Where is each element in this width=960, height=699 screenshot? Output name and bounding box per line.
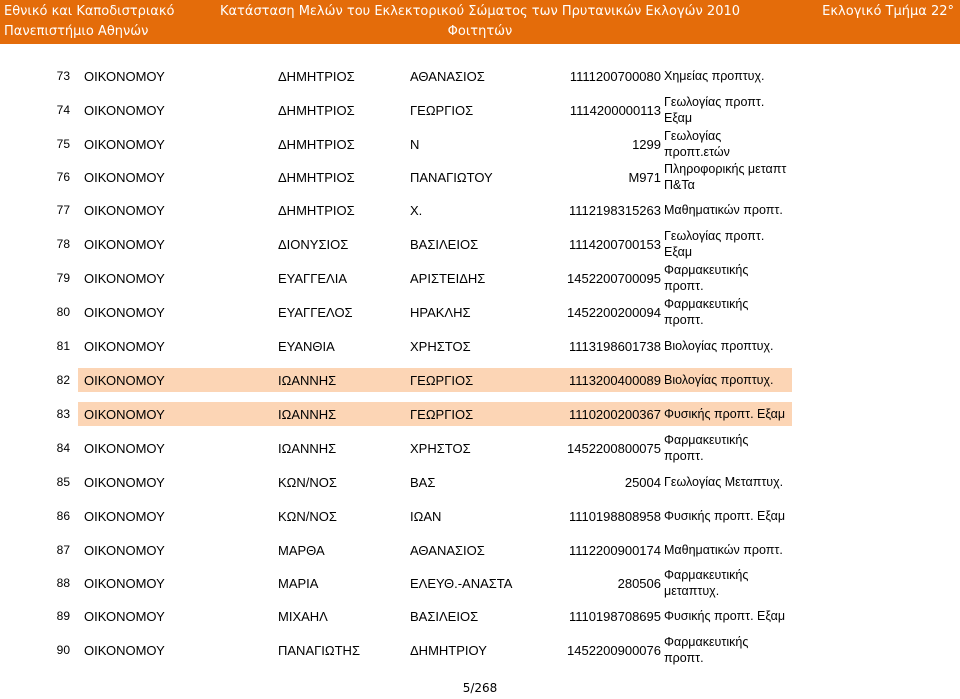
surname-cell: ΟΙΚΟΝΟΜΟΥ bbox=[84, 137, 165, 152]
row-number: 87 bbox=[56, 543, 70, 557]
student-id-cell: 1114200000113 bbox=[569, 103, 661, 118]
row-number: 83 bbox=[56, 407, 70, 421]
department-cell: προπτ. bbox=[664, 313, 704, 327]
table-row bbox=[0, 398, 960, 430]
first-name-cell: ΔΙΟΝΥΣΙΟΣ bbox=[278, 237, 349, 252]
row-number: 88 bbox=[56, 576, 70, 590]
student-id-cell: 1113198601738 bbox=[568, 339, 661, 354]
title-line-1: Κατάσταση Μελών του Εκλεκτορικού Σώματος των Πρυτανικών Εκλογών 2010 bbox=[219, 4, 741, 19]
table-row bbox=[0, 194, 960, 226]
row-number: 81 bbox=[56, 339, 70, 353]
father-name-cell: ΓΕΩΡΓΙΟΣ bbox=[410, 373, 474, 388]
table-row bbox=[0, 94, 960, 126]
table-row bbox=[0, 296, 960, 328]
table-row bbox=[0, 228, 960, 260]
table-row bbox=[0, 500, 960, 532]
table-row bbox=[0, 534, 960, 566]
page-number: 5/268 bbox=[462, 681, 498, 695]
row-number: 79 bbox=[56, 271, 70, 285]
department-cell: Βιολογίας προπτυχ. bbox=[664, 373, 774, 387]
student-id-cell: 1452200800075 bbox=[567, 441, 661, 456]
table-row bbox=[0, 600, 960, 632]
father-name-cell: ΓΕΩΡΓΙΟΣ bbox=[410, 407, 474, 422]
department-cell: Εξαμ bbox=[664, 111, 693, 125]
row-number: 76 bbox=[56, 170, 70, 184]
department-cell: προπτ. bbox=[664, 279, 704, 293]
surname-cell: ΟΙΚΟΝΟΜΟΥ bbox=[84, 69, 165, 84]
department-cell: Γεωλογίας Μεταπτυχ. bbox=[664, 475, 784, 489]
father-name-cell: ΑΘΑΝΑΣΙΟΣ bbox=[410, 543, 485, 558]
department-cell: Χημείας προπτυχ. bbox=[664, 69, 765, 83]
student-id-cell: 1112200900174 bbox=[568, 543, 661, 558]
father-name-cell: ΧΡΗΣΤΟΣ bbox=[410, 441, 471, 456]
student-id-cell: 280506 bbox=[617, 576, 661, 591]
surname-cell: ΟΙΚΟΝΟΜΟΥ bbox=[84, 509, 165, 524]
table-row bbox=[0, 161, 960, 193]
row-number: 77 bbox=[56, 203, 70, 217]
father-name-cell: ΙΩΑΝ bbox=[410, 509, 442, 524]
student-id-cell: 1111200700080 bbox=[569, 69, 661, 84]
department-cell: Γεωλογίας προπτ. bbox=[664, 95, 765, 109]
first-name-cell: ΔΗΜΗΤΡΙΟΣ bbox=[278, 203, 355, 218]
student-id-cell: 1113200400089 bbox=[568, 373, 661, 388]
student-id-cell: 1452200200094 bbox=[567, 305, 661, 320]
father-name-cell: ΓΕΩΡΓΙΟΣ bbox=[410, 103, 474, 118]
surname-cell: ΟΙΚΟΝΟΜΟΥ bbox=[84, 373, 165, 388]
row-number: 90 bbox=[56, 643, 70, 657]
department-cell: Γεωλογίας προπτ. bbox=[664, 229, 765, 243]
electoral-section: Εκλογικό Τμήμα 22° bbox=[822, 4, 954, 19]
first-name-cell: ΙΩΑΝΝΗΣ bbox=[278, 373, 337, 388]
department-cell: μεταπτυχ. bbox=[664, 584, 720, 598]
row-number: 74 bbox=[56, 103, 70, 117]
table-row bbox=[0, 262, 960, 294]
student-id-cell: 1452200700095 bbox=[567, 271, 661, 286]
row-number: 73 bbox=[56, 69, 70, 83]
first-name-cell: ΠΑΝΑΓΙΩΤΗΣ bbox=[278, 643, 360, 658]
table-row bbox=[0, 128, 960, 160]
department-cell: Φαρμακευτικής bbox=[664, 263, 749, 277]
department-cell: Φυσικής προπτ. Εξαμ bbox=[664, 609, 786, 623]
row-number: 78 bbox=[56, 237, 70, 251]
student-id-cell: 25004 bbox=[624, 475, 661, 490]
title-line-2: Φοιτητών bbox=[447, 24, 513, 39]
first-name-cell: ΔΗΜΗΤΡΙΟΣ bbox=[278, 103, 355, 118]
department-cell: Φαρμακευτικής bbox=[664, 433, 749, 447]
document-title bbox=[0, 2, 960, 42]
student-id-cell: 1110198708695 bbox=[568, 609, 661, 624]
first-name-cell: ΜΑΡΙΑ bbox=[278, 576, 319, 591]
department-cell: προπτ. bbox=[664, 651, 704, 665]
row-number: 84 bbox=[56, 441, 70, 455]
first-name-cell: ΕΥΑΓΓΕΛΙΑ bbox=[278, 271, 348, 286]
father-name-cell: ΗΡΑΚΛΗΣ bbox=[410, 305, 471, 320]
student-id-cell: 1112198315263 bbox=[568, 203, 661, 218]
father-name-cell: ΠΑΝΑΓΙΩΤΟΥ bbox=[410, 170, 493, 185]
student-id-cell: 1114200700153 bbox=[568, 237, 661, 252]
university-line-1: Εθνικό και Καποδιστριακό bbox=[4, 4, 175, 19]
father-name-cell: ΕΛΕΥΘ.-ΑΝΑΣΤΑ bbox=[410, 576, 513, 591]
student-id-cell: 1452200900076 bbox=[567, 643, 661, 658]
table-row bbox=[0, 330, 960, 362]
father-name-cell: ΧΡΗΣΤΟΣ bbox=[410, 339, 471, 354]
department-cell: προπτ.ετών bbox=[664, 145, 730, 159]
father-name-cell: ΑΡΙΣΤΕΙΔΗΣ bbox=[410, 271, 486, 286]
father-name-cell: ΑΘΑΝΑΣΙΟΣ bbox=[410, 69, 485, 84]
surname-cell: ΟΙΚΟΝΟΜΟΥ bbox=[84, 609, 165, 624]
student-id-cell: Μ971 bbox=[628, 170, 661, 185]
student-id-cell: 1110198808958 bbox=[568, 509, 661, 524]
department-cell: Φαρμακευτικής bbox=[664, 635, 749, 649]
father-name-cell: ΒΑΣΙΛΕΙΟΣ bbox=[410, 609, 479, 624]
surname-cell: ΟΙΚΟΝΟΜΟΥ bbox=[84, 305, 165, 320]
row-number: 85 bbox=[56, 475, 70, 489]
table-row bbox=[0, 634, 960, 666]
department-cell: Φυσικής προπτ. Εξαμ bbox=[664, 407, 786, 421]
department-cell: Εξαμ bbox=[664, 245, 693, 259]
first-name-cell: ΕΥΑΝΘΙΑ bbox=[278, 339, 335, 354]
student-id-cell: 1299 bbox=[632, 137, 661, 152]
first-name-cell: ΙΩΑΝΝΗΣ bbox=[278, 441, 337, 456]
surname-cell: ΟΙΚΟΝΟΜΟΥ bbox=[84, 339, 165, 354]
father-name-cell: Χ. bbox=[410, 203, 423, 218]
row-number: 89 bbox=[56, 609, 70, 623]
surname-cell: ΟΙΚΟΝΟΜΟΥ bbox=[84, 576, 165, 591]
first-name-cell: ΔΗΜΗΤΡΙΟΣ bbox=[278, 69, 355, 84]
page-header bbox=[0, 0, 960, 44]
row-number: 80 bbox=[56, 305, 70, 319]
father-name-cell: ΒΑΣ bbox=[410, 475, 436, 490]
surname-cell: ΟΙΚΟΝΟΜΟΥ bbox=[84, 407, 165, 422]
first-name-cell: ΚΩΝ/ΝΟΣ bbox=[278, 509, 337, 524]
table-row bbox=[0, 364, 960, 396]
surname-cell: ΟΙΚΟΝΟΜΟΥ bbox=[84, 237, 165, 252]
department-cell: Φαρμακευτικής bbox=[664, 568, 749, 582]
surname-cell: ΟΙΚΟΝΟΜΟΥ bbox=[84, 543, 165, 558]
surname-cell: ΟΙΚΟΝΟΜΟΥ bbox=[84, 643, 165, 658]
department-cell: Μαθηματικών προπτ. bbox=[664, 543, 783, 557]
university-line-2: Πανεπιστήμιο Αθηνών bbox=[4, 24, 149, 39]
department-cell: Πληροφορικής μεταπτ bbox=[664, 162, 787, 176]
student-id-cell: 1110200200367 bbox=[568, 407, 661, 422]
department-cell: Φυσικής προπτ. Εξαμ bbox=[664, 509, 786, 523]
surname-cell: ΟΙΚΟΝΟΜΟΥ bbox=[84, 170, 165, 185]
department-cell: προπτ. bbox=[664, 449, 704, 463]
table-row bbox=[0, 567, 960, 599]
row-number: 86 bbox=[56, 509, 70, 523]
department-cell: Γεωλογίας bbox=[664, 129, 722, 143]
first-name-cell: ΜΑΡΘΑ bbox=[278, 543, 325, 558]
surname-cell: ΟΙΚΟΝΟΜΟΥ bbox=[84, 271, 165, 286]
first-name-cell: ΜΙΧΑΗΛ bbox=[278, 609, 328, 624]
row-number: 75 bbox=[56, 137, 70, 151]
first-name-cell: ΔΗΜΗΤΡΙΟΣ bbox=[278, 170, 355, 185]
surname-cell: ΟΙΚΟΝΟΜΟΥ bbox=[84, 203, 165, 218]
department-cell: Μαθηματικών προπτ. bbox=[664, 203, 783, 217]
first-name-cell: ΕΥΑΓΓΕΛΟΣ bbox=[278, 305, 353, 320]
table-row bbox=[0, 466, 960, 498]
first-name-cell: ΙΩΑΝΝΗΣ bbox=[278, 407, 337, 422]
first-name-cell: ΚΩΝ/ΝΟΣ bbox=[278, 475, 337, 490]
row-number: 82 bbox=[56, 373, 70, 387]
surname-cell: ΟΙΚΟΝΟΜΟΥ bbox=[84, 475, 165, 490]
department-cell: Π&Τα bbox=[664, 178, 695, 192]
first-name-cell: ΔΗΜΗΤΡΙΟΣ bbox=[278, 137, 355, 152]
department-cell: Βιολογίας προπτυχ. bbox=[664, 339, 774, 353]
father-name-cell: Ν bbox=[410, 137, 420, 152]
table-row bbox=[0, 432, 960, 464]
father-name-cell: ΔΗΜΗΤΡΙΟΥ bbox=[410, 643, 487, 658]
father-name-cell: ΒΑΣΙΛΕΙΟΣ bbox=[410, 237, 479, 252]
table-row bbox=[0, 60, 960, 92]
department-cell: Φαρμακευτικής bbox=[664, 297, 749, 311]
surname-cell: ΟΙΚΟΝΟΜΟΥ bbox=[84, 103, 165, 118]
surname-cell: ΟΙΚΟΝΟΜΟΥ bbox=[84, 441, 165, 456]
